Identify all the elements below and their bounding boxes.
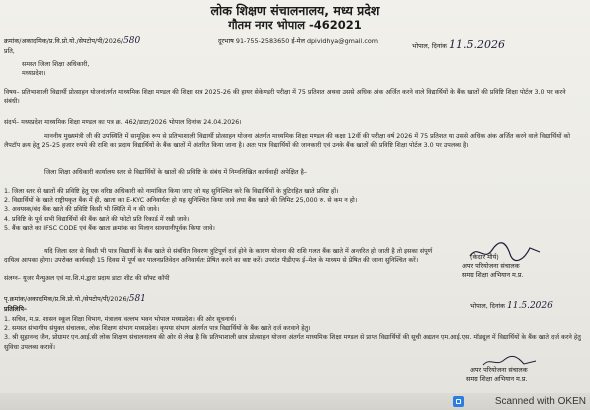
header-address: गौतम नगर भोपाल -462021 <box>228 18 362 32</box>
letter1-contact: दूरभाष 91-755-2583650 ई-मेल dpividhya@gmail.com <box>218 37 379 45</box>
letter1-body: माननीय मुख्यमंत्री जी की उपस्थिति में सामूहिक रूप से प्रतिभाशाली विद्यार्थी प्रोत्साहन योजना अंतर्गत माध्यमिक शिक्षा मण्डल की कक्षा 12वीं की परीक्षा वर्ष 2026 में 75 प्रतिशत या उससे अधिक अंक अर्जित करने वाले विद्यार्थियों को लैपटॉप क्रय हेतु 25-25 हजार रुपये की राशि का प्रदाय विद्यार्थियों के बैंक खातों में अंतरित किया जाना है। अतः पात्र विद्यार्थियों की जानकारी एवं उनके बैंक खातों की प्रविष्टि शिक्षा पोर्टल 3.0 पर उपलब्ध है। <box>4 133 570 150</box>
letter2-sign-line-b: समग्र शिक्षा अभियान म.प्र. <box>466 375 528 383</box>
letter1-reference: संदर्भ– मध्यप्रदेश माध्यमिक शिक्षा मण्डल का पत्र क्र. 462/डाटा/2026 भोपाल दिनांक 24.04.2026। <box>4 119 242 126</box>
scanner-footer <box>0 393 590 410</box>
letter1-to-line2: मध्यप्रदेश। <box>22 70 46 77</box>
letter2-prati: प्रतिलिपि– <box>4 306 28 313</box>
letter1-ref-number: 580 <box>123 36 141 46</box>
letter1-sign-line-b: समग्र शिक्षा अभियान म.प्र. <box>462 271 524 279</box>
letter1-date <box>412 38 506 51</box>
list-item: 2. विद्यार्थियों के खाते राष्ट्रीयकृत बैंक में ही, खाता का E-KYC अनिवार्यतः हो यह सुनिश्चित किया जावे तथा बैंक खाते की लिमिट 25,000 रु. से कम न हो। <box>4 197 358 205</box>
list-item: 2. समस्त संभागीय संयुक्त संचालक, लोक शिक्षण संभाग मध्यप्रदेश। कृपया संभाग अंतर्गत पात्र विद्यार्थियों के बैंक खाते दर्ज करवाने हेतु। <box>4 325 311 333</box>
letter1-closing: यदि जिला स्तर से किसी भी पात्र विद्यार्थी के बैंक खाते से संबंधित विवरण त्रुटिपूर्ण दर्ज होने के कारण योजना की राशि गलत बैंक खाते में अन्तरित हो जाती है तो इसका संपूर्ण दायित्व आपका होगा। उपरोक्त कार्यवाही 15 दिवस में पूर्ण कर पालनप्रतिवेदन अनिवार्यतः प्रेषित करने का कष्ट करें। उपरांत पीडीएफ ई–मेल के माध्यम से प्रेषित की जाना सुनिश्चित करें। <box>4 248 433 265</box>
letter2-items <box>4 315 582 352</box>
letter1-enclosure: संलग्न– यूजर मैन्युअल एवं मा.शि.मं.द्वारा प्रदाय डाटा शीट की सॉफ्ट कॉपी <box>4 275 170 282</box>
scanner-watermark-text: Scanned with OKEN <box>494 396 586 407</box>
list-item: 3. अवयस्क/बंद बैंक खाते की प्रविष्टि किसी भी स्थिति में न की जावे। <box>4 206 160 214</box>
letter2-date-label: भोपाल, दिनांक <box>470 302 505 310</box>
letter1-sign-line-a: अपर परियोजना संचालक <box>462 262 520 270</box>
letter1-ref-prefix: क्रमांक/अकादमिक/प्र.वि.प्रो.यो./सेपटोप/पी/2026/ <box>4 37 124 45</box>
letter2-ref <box>4 295 146 304</box>
letter2-sign-line-a: अपर परियोजना संचालक <box>470 366 528 374</box>
letter1-points <box>4 187 582 233</box>
letter1-prati: प्रति, <box>4 48 15 55</box>
list-item: 5. बैंक खाते का IFSC CODE एवं बैंक खाता क्रमांक का मिलान सावधानीपूर्वक किया जावे। <box>4 224 215 232</box>
header-directorate: लोक शिक्षण संचालनालय, मध्य प्रदेश <box>210 3 380 18</box>
scanner-logo-icon <box>453 396 464 407</box>
letter1-to-line1: समस्त जिला शिक्षा अधिकारी, <box>22 61 90 68</box>
letter1-ref <box>4 37 140 46</box>
list-item: 4. प्रविष्टि के पूर्व सभी विद्यार्थियों की बैंक खाते की फोटो प्रति रिकार्ड में रखी जावे। <box>4 215 190 223</box>
letter1-body2: जिला शिक्षा अधिकारी कार्यालय स्तर से विद्यार्थियों के खातों की प्रविष्टि के संबंध में निम्नलिखित कार्यवाही अपेक्षित है– <box>44 169 307 176</box>
letter2-date <box>470 302 553 311</box>
letter2-date-value: 11.5.2026 <box>507 301 553 311</box>
letter2-ref-prefix: पृ.क्रमांक/अकादमिक/प्र.वि.प्रो.यो./सेपटोप/पी/2026/ <box>4 295 129 303</box>
letter2-ref-number: 581 <box>128 294 146 304</box>
list-item: 3. श्री सुहानन्द जैन, प्रोग्रामर एन.आई.सी लोक शिक्षण संचालनालय की ओर से लेख है कि प्रतिभाशाली छात्र प्रोत्साहन योजना अंतर्गत माध्यमिक शिक्षा मण्डल से प्राप्त विद्यार्थियों की सूची अद्यतन एम.आई.एस. मॉड्यूल में विद्यार्थियों के बैंक खाते दर्ज करने हेतु सुविधा उपलब्ध करावें। <box>4 334 581 351</box>
list-item: 1. जिला स्तर से खातों की प्रविष्टि हेतु एक वरिष्ठ अधिकारी को नामांकित किया जाए जो यह सुनिश्चित करे कि विद्यार्थियों के त्रुटिरहित खाते प्रविष्ट हों। <box>4 188 339 195</box>
list-item: 1. सचिव, म.प्र. शासन स्कूल शिक्षा विभाग, मंत्रालय वल्लभ भवन भोपाल मध्यप्रदेश। की ओर सूचनार्थ। <box>4 316 237 323</box>
letter1-sign-name: (केदार मौर्य) <box>470 253 499 261</box>
letter1-date-value: 11.5.2026 <box>449 38 506 51</box>
letter1-subject: विषय– प्रतिभाशाली विद्यार्थी प्रोत्साहन योजनांतर्गत माध्यमिक शिक्षा मण्डल की शिक्षा सत्र 2025-26 की हायर सेकेण्डरी परीक्षा में 75 प्रतिशत अथवा उससे अधिक अंक अर्जित करने वाले विद्यार्थियों के बैंक खातों की प्रविष्टि शिक्षा पोर्टल 3.0 पर करने संबंधी। <box>4 89 566 106</box>
letter1-date-label: भोपाल, दिनांक <box>412 42 447 50</box>
